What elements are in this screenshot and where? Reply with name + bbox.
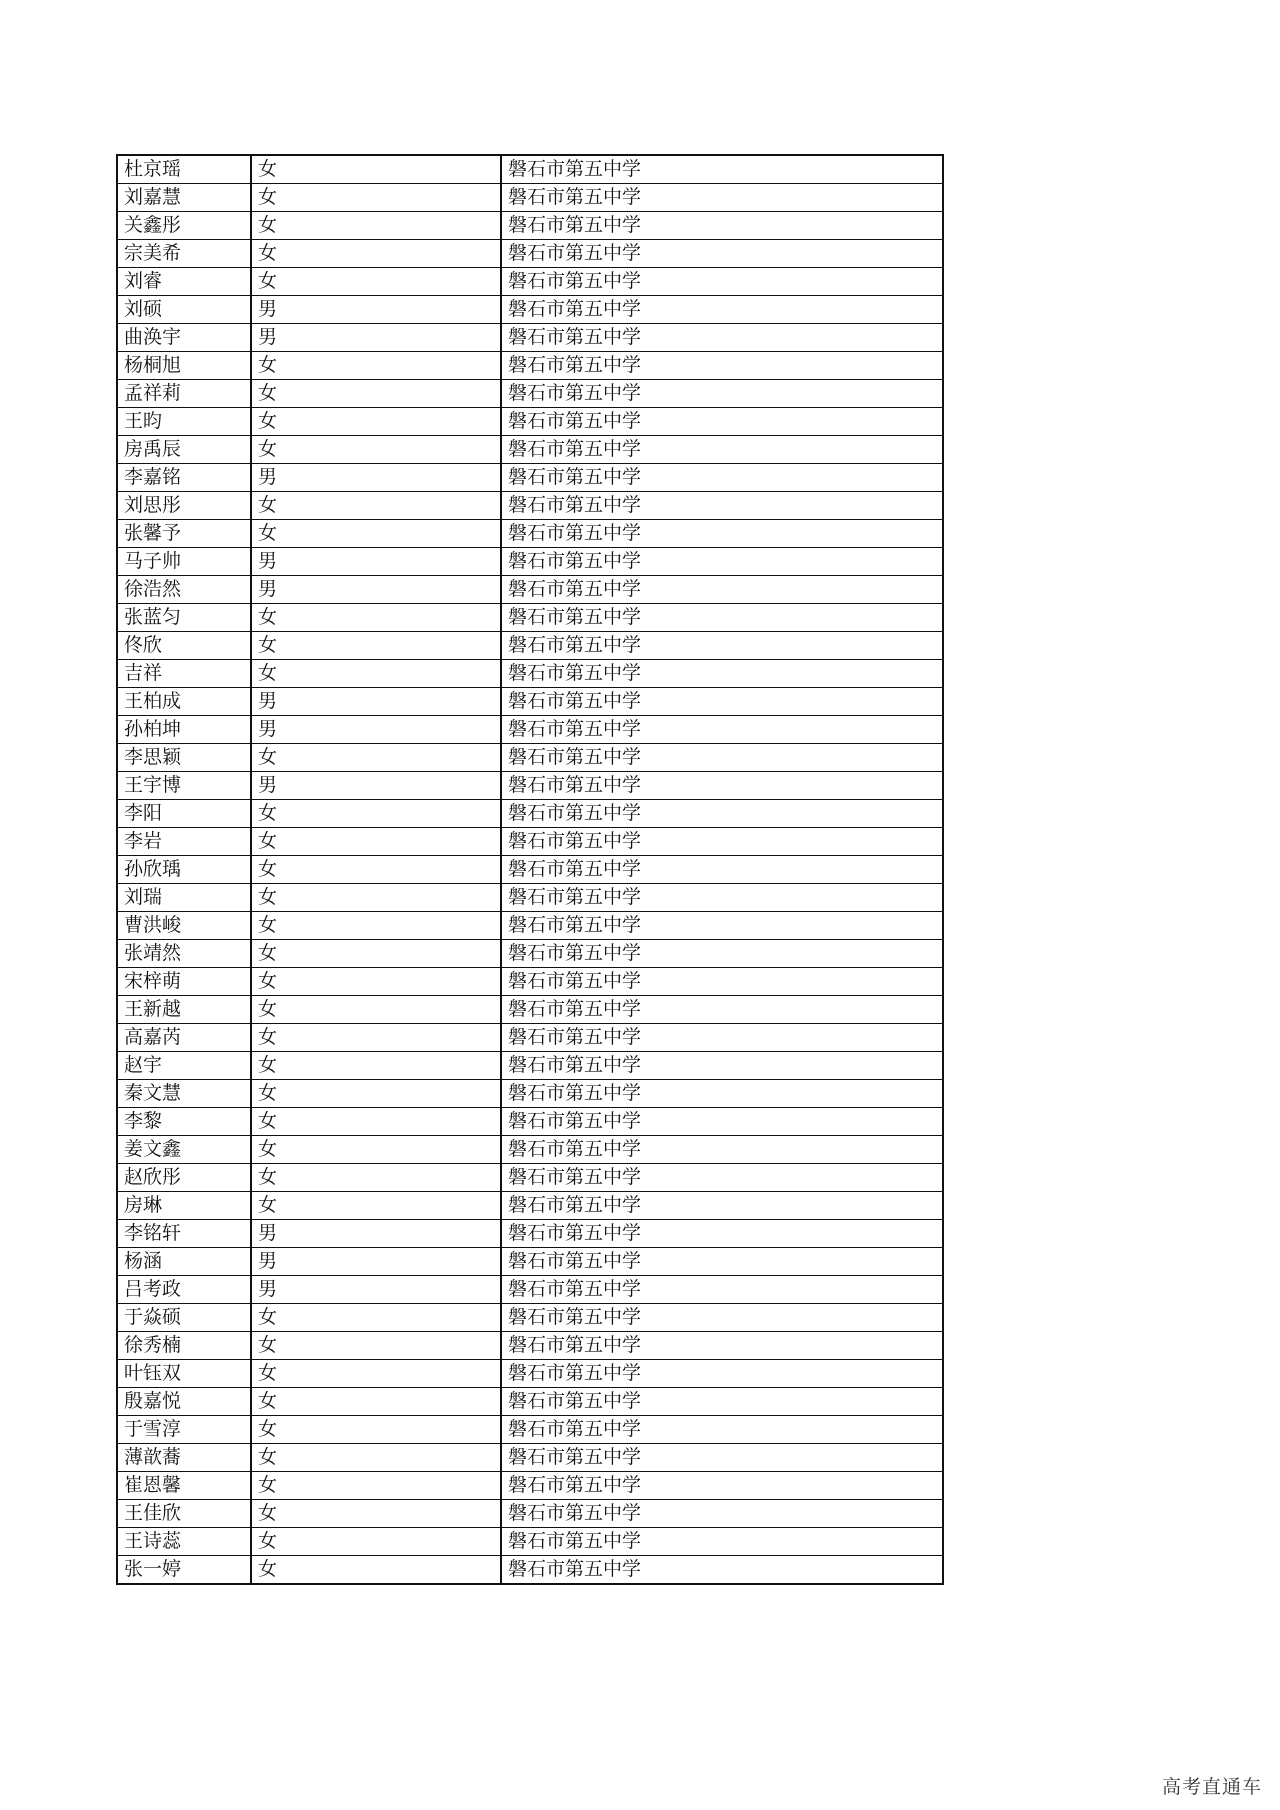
gender-cell: 女: [251, 352, 501, 380]
student-name-cell: 张馨予: [117, 520, 251, 548]
gender-cell: 女: [251, 1164, 501, 1192]
table-row: [117, 1332, 943, 1360]
table-row: [117, 408, 943, 436]
student-name-cell: 吕考政: [117, 1276, 251, 1304]
table-row: [117, 1192, 943, 1220]
student-name-cell: 姜文鑫: [117, 1136, 251, 1164]
student-name-cell: 崔恩馨: [117, 1472, 251, 1500]
school-cell: 磐石市第五中学: [501, 716, 943, 744]
student-name-cell: 刘瑞: [117, 884, 251, 912]
student-name-cell: 马子帅: [117, 548, 251, 576]
school-cell: 磐石市第五中学: [501, 1332, 943, 1360]
gender-cell: 女: [251, 632, 501, 660]
gender-cell: 男: [251, 1276, 501, 1304]
student-name-cell: 杨桐旭: [117, 352, 251, 380]
student-name-cell: 王新越: [117, 996, 251, 1024]
student-name-cell: 高嘉芮: [117, 1024, 251, 1052]
gender-cell: 女: [251, 912, 501, 940]
school-cell: 磐石市第五中学: [501, 1416, 943, 1444]
school-cell: 磐石市第五中学: [501, 1528, 943, 1556]
table-row: [117, 856, 943, 884]
school-cell: 磐石市第五中学: [501, 940, 943, 968]
student-name-cell: 王佳欣: [117, 1500, 251, 1528]
student-name-cell: 佟欣: [117, 632, 251, 660]
school-cell: 磐石市第五中学: [501, 1024, 943, 1052]
table-row: [117, 1024, 943, 1052]
gender-cell: 女: [251, 155, 501, 184]
gender-cell: 男: [251, 324, 501, 352]
table-row: [117, 1360, 943, 1388]
table-row: [117, 548, 943, 576]
school-cell: 磐石市第五中学: [501, 744, 943, 772]
student-name-cell: 李阳: [117, 800, 251, 828]
table-row: [117, 800, 943, 828]
school-cell: 磐石市第五中学: [501, 604, 943, 632]
gender-cell: 女: [251, 800, 501, 828]
school-cell: 磐石市第五中学: [501, 576, 943, 604]
student-name-cell: 叶钰双: [117, 1360, 251, 1388]
school-cell: 磐石市第五中学: [501, 548, 943, 576]
table-row: [117, 604, 943, 632]
table-row: [117, 1136, 943, 1164]
table-row: [117, 884, 943, 912]
student-name-cell: 秦文慧: [117, 1080, 251, 1108]
student-name-cell: 孙欣瑀: [117, 856, 251, 884]
school-cell: 磐石市第五中学: [501, 1164, 943, 1192]
gender-cell: 男: [251, 296, 501, 324]
gender-cell: 男: [251, 464, 501, 492]
school-cell: 磐石市第五中学: [501, 1304, 943, 1332]
gender-cell: 女: [251, 1444, 501, 1472]
table-row: [117, 324, 943, 352]
table-row: [117, 184, 943, 212]
table-row: [117, 268, 943, 296]
school-cell: 磐石市第五中学: [501, 1556, 943, 1585]
gender-cell: 女: [251, 520, 501, 548]
school-cell: 磐石市第五中学: [501, 1360, 943, 1388]
table-row: [117, 1164, 943, 1192]
school-cell: 磐石市第五中学: [501, 436, 943, 464]
table-row: [117, 212, 943, 240]
school-cell: 磐石市第五中学: [501, 492, 943, 520]
student-name-cell: 王柏成: [117, 688, 251, 716]
table-row: [117, 155, 943, 184]
school-cell: 磐石市第五中学: [501, 1136, 943, 1164]
student-name-cell: 张一婷: [117, 1556, 251, 1585]
student-name-cell: 宋梓萌: [117, 968, 251, 996]
student-name-cell: 殷嘉悦: [117, 1388, 251, 1416]
student-name-cell: 李嘉铭: [117, 464, 251, 492]
school-cell: 磐石市第五中学: [501, 212, 943, 240]
gender-cell: 女: [251, 268, 501, 296]
school-cell: 磐石市第五中学: [501, 268, 943, 296]
student-name-cell: 张蓝匀: [117, 604, 251, 632]
gender-cell: 女: [251, 1080, 501, 1108]
student-name-cell: 吉祥: [117, 660, 251, 688]
school-cell: 磐石市第五中学: [501, 408, 943, 436]
table-row: [117, 492, 943, 520]
school-cell: 磐石市第五中学: [501, 155, 943, 184]
student-name-cell: 李思颖: [117, 744, 251, 772]
school-cell: 磐石市第五中学: [501, 632, 943, 660]
gender-cell: 女: [251, 856, 501, 884]
table-row: [117, 1472, 943, 1500]
school-cell: 磐石市第五中学: [501, 1388, 943, 1416]
student-name-cell: 王昀: [117, 408, 251, 436]
student-name-cell: 刘硕: [117, 296, 251, 324]
school-cell: 磐石市第五中学: [501, 828, 943, 856]
student-name-cell: 徐浩然: [117, 576, 251, 604]
school-cell: 磐石市第五中学: [501, 1248, 943, 1276]
school-cell: 磐石市第五中学: [501, 1276, 943, 1304]
gender-cell: 女: [251, 884, 501, 912]
gender-cell: 女: [251, 1024, 501, 1052]
student-name-cell: 王宇博: [117, 772, 251, 800]
table-row: [117, 1528, 943, 1556]
table-row: [117, 744, 943, 772]
table-row: [117, 968, 943, 996]
school-cell: 磐石市第五中学: [501, 1108, 943, 1136]
table-row: [117, 1304, 943, 1332]
student-name-cell: 赵欣彤: [117, 1164, 251, 1192]
gender-cell: 女: [251, 1528, 501, 1556]
student-name-cell: 曹洪峻: [117, 912, 251, 940]
school-cell: 磐石市第五中学: [501, 324, 943, 352]
student-name-cell: 杨涵: [117, 1248, 251, 1276]
gender-cell: 女: [251, 492, 501, 520]
watermark-text: 高考直通车: [1161, 1776, 1262, 1798]
student-name-cell: 刘思彤: [117, 492, 251, 520]
student-name-cell: 李岩: [117, 828, 251, 856]
table-row: [117, 1248, 943, 1276]
student-name-cell: 徐秀楠: [117, 1332, 251, 1360]
table-row: [117, 240, 943, 268]
student-name-cell: 杜京瑶: [117, 155, 251, 184]
gender-cell: 女: [251, 1192, 501, 1220]
table-row: [117, 464, 943, 492]
student-name-cell: 刘睿: [117, 268, 251, 296]
gender-cell: 女: [251, 408, 501, 436]
table-row: [117, 1080, 943, 1108]
student-name-cell: 曲涣宇: [117, 324, 251, 352]
gender-cell: 女: [251, 184, 501, 212]
table-row: [117, 716, 943, 744]
gender-cell: 女: [251, 828, 501, 856]
gender-cell: 男: [251, 688, 501, 716]
gender-cell: 女: [251, 1500, 501, 1528]
school-cell: 磐石市第五中学: [501, 1192, 943, 1220]
table-row: [117, 352, 943, 380]
table-row: [117, 688, 943, 716]
table-row: [117, 660, 943, 688]
gender-cell: 女: [251, 1360, 501, 1388]
school-cell: 磐石市第五中学: [501, 1472, 943, 1500]
table-row: [117, 1500, 943, 1528]
gender-cell: 男: [251, 548, 501, 576]
table-row: [117, 1416, 943, 1444]
school-cell: 磐石市第五中学: [501, 380, 943, 408]
student-name-cell: 宗美希: [117, 240, 251, 268]
table-row: [117, 912, 943, 940]
school-cell: 磐石市第五中学: [501, 996, 943, 1024]
gender-cell: 女: [251, 604, 501, 632]
gender-cell: 男: [251, 1248, 501, 1276]
gender-cell: 女: [251, 1108, 501, 1136]
gender-cell: 男: [251, 716, 501, 744]
table-row: [117, 632, 943, 660]
gender-cell: 女: [251, 436, 501, 464]
gender-cell: 女: [251, 1136, 501, 1164]
student-name-cell: 房禹辰: [117, 436, 251, 464]
student-name-cell: 李铭轩: [117, 1220, 251, 1248]
table-row: [117, 1108, 943, 1136]
table-row: [117, 940, 943, 968]
table-row: [117, 576, 943, 604]
table-row: [117, 996, 943, 1024]
student-name-cell: 关鑫彤: [117, 212, 251, 240]
school-cell: 磐石市第五中学: [501, 856, 943, 884]
gender-cell: 女: [251, 212, 501, 240]
gender-cell: 女: [251, 996, 501, 1024]
school-cell: 磐石市第五中学: [501, 800, 943, 828]
gender-cell: 女: [251, 744, 501, 772]
table-row: [117, 436, 943, 464]
school-cell: 磐石市第五中学: [501, 1220, 943, 1248]
table-row: [117, 380, 943, 408]
student-name-cell: 张靖然: [117, 940, 251, 968]
student-name-cell: 薄歆蕎: [117, 1444, 251, 1472]
table-row: [117, 1388, 943, 1416]
school-cell: 磐石市第五中学: [501, 464, 943, 492]
school-cell: 磐石市第五中学: [501, 884, 943, 912]
gender-cell: 女: [251, 240, 501, 268]
gender-cell: 男: [251, 1220, 501, 1248]
table-row: [117, 1276, 943, 1304]
gender-cell: 女: [251, 1304, 501, 1332]
student-name-cell: 于焱硕: [117, 1304, 251, 1332]
student-name-cell: 赵宇: [117, 1052, 251, 1080]
school-cell: 磐石市第五中学: [501, 1500, 943, 1528]
school-cell: 磐石市第五中学: [501, 184, 943, 212]
table-row: [117, 1444, 943, 1472]
school-cell: 磐石市第五中学: [501, 1052, 943, 1080]
gender-cell: 女: [251, 1052, 501, 1080]
gender-cell: 男: [251, 576, 501, 604]
student-name-cell: 于雪淳: [117, 1416, 251, 1444]
school-cell: 磐石市第五中学: [501, 352, 943, 380]
student-name-cell: 刘嘉慧: [117, 184, 251, 212]
table-row: [117, 1556, 943, 1585]
roster-table-body: [117, 155, 943, 1584]
gender-cell: 女: [251, 1332, 501, 1360]
school-cell: 磐石市第五中学: [501, 912, 943, 940]
student-name-cell: 李黎: [117, 1108, 251, 1136]
school-cell: 磐石市第五中学: [501, 240, 943, 268]
school-cell: 磐石市第五中学: [501, 688, 943, 716]
student-name-cell: 房琳: [117, 1192, 251, 1220]
gender-cell: 女: [251, 380, 501, 408]
gender-cell: 女: [251, 1472, 501, 1500]
student-name-cell: 孙柏坤: [117, 716, 251, 744]
school-cell: 磐石市第五中学: [501, 1444, 943, 1472]
student-roster-table: [116, 154, 944, 1585]
gender-cell: 女: [251, 1388, 501, 1416]
gender-cell: 女: [251, 660, 501, 688]
school-cell: 磐石市第五中学: [501, 772, 943, 800]
school-cell: 磐石市第五中学: [501, 1080, 943, 1108]
table-row: [117, 828, 943, 856]
school-cell: 磐石市第五中学: [501, 296, 943, 324]
gender-cell: 女: [251, 940, 501, 968]
school-cell: 磐石市第五中学: [501, 520, 943, 548]
school-cell: 磐石市第五中学: [501, 968, 943, 996]
school-cell: 磐石市第五中学: [501, 660, 943, 688]
gender-cell: 男: [251, 772, 501, 800]
table-row: [117, 1220, 943, 1248]
student-name-cell: 孟祥莉: [117, 380, 251, 408]
gender-cell: 女: [251, 1556, 501, 1585]
student-name-cell: 王诗蕊: [117, 1528, 251, 1556]
gender-cell: 女: [251, 968, 501, 996]
table-row: [117, 520, 943, 548]
gender-cell: 女: [251, 1416, 501, 1444]
table-row: [117, 772, 943, 800]
table-row: [117, 1052, 943, 1080]
table-row: [117, 296, 943, 324]
